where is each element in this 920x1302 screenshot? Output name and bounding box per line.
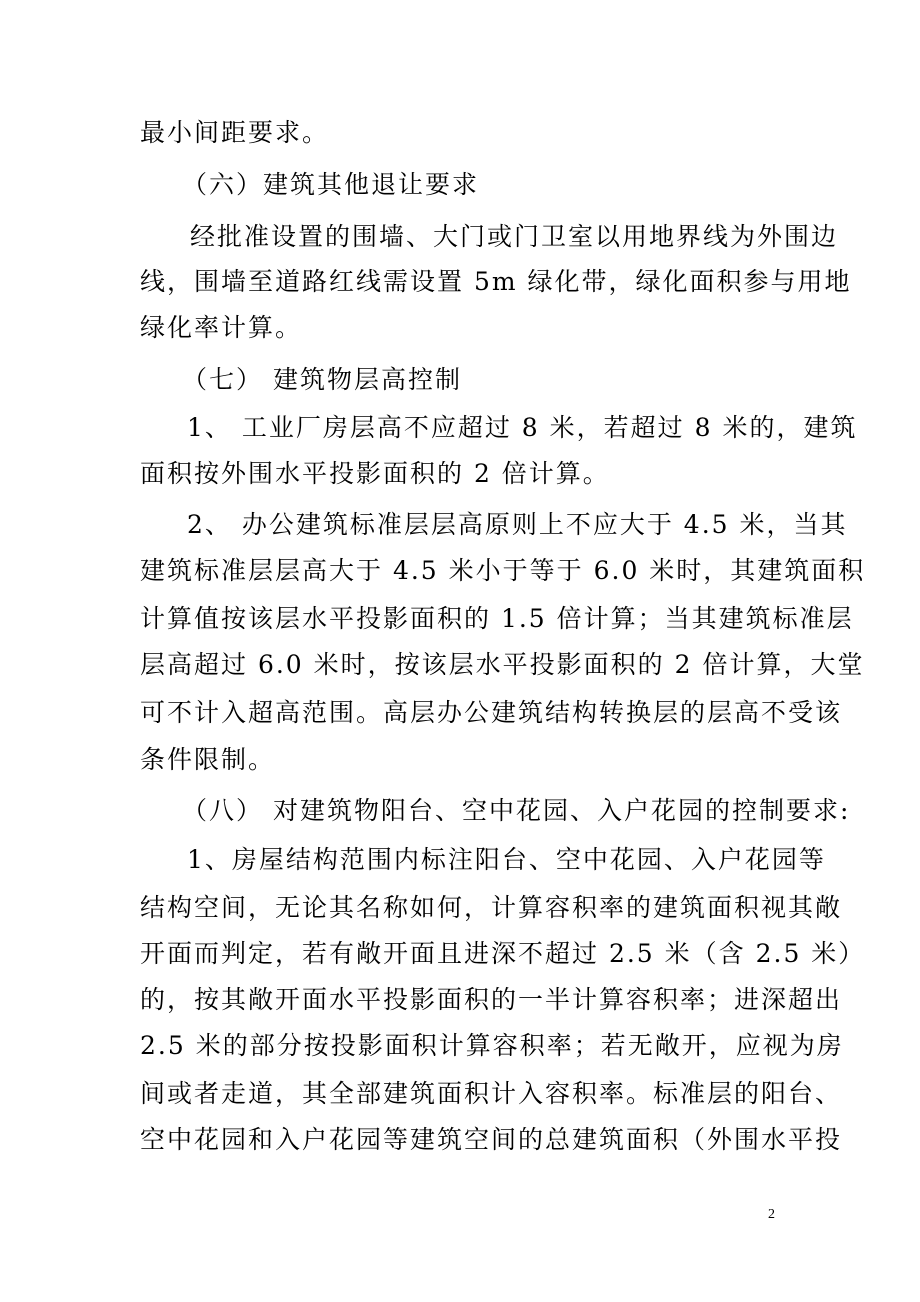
text-line: 1、 工业厂房层高不应超过 8 米，若超过 8 米的，建筑 [187, 413, 858, 442]
text-line: 层高超过 6.0 米时，按该层水平投影面积的 2 倍计算，大堂 [140, 650, 865, 679]
text-line: 间或者走道，其全部建筑面积计入容积率。标准层的阳台、 [140, 1079, 843, 1108]
text-line: 条件限制。 [140, 745, 276, 774]
text-line: 经批准设置的围墙、大门或门卫室以用地界线为外围边 [190, 222, 839, 251]
text-line: 可不计入超高范围。高层办公建筑结构转换层的层高不受该 [140, 698, 843, 727]
section-heading: （六）建筑其他退让要求 [182, 170, 480, 199]
text-line: 结构空间，无论其名称如何，计算容积率的建筑面积视其敞 [140, 893, 843, 922]
text-line: 空中花园和入户花园等建筑空间的总建筑面积（外围水平投 [140, 1125, 843, 1154]
text-line: 1、房屋结构范围内标注阳台、空中花园、入户花园等 [187, 845, 826, 874]
section-heading: （七） 建筑物层高控制 [182, 365, 462, 394]
section-heading: （八） 对建筑物阳台、空中花园、入户花园的控制要求: [182, 796, 851, 825]
text-line: 的，按其敞开面水平投影面积的一半计算容积率；进深超出 [140, 985, 843, 1014]
text-line: 建筑标准层层高大于 4.5 米小于等于 6.0 米时，其建筑面积 [140, 556, 866, 585]
text-line: 开面而判定，若有敞开面且进深不超过 2.5 米（含 2.5 米） [140, 939, 866, 968]
text-line: 线，围墙至道路红线需设置 5m 绿化带，绿化面积参与用地 [140, 267, 852, 296]
text-line: 2.5 米的部分按投影面积计算容积率；若无敞开，应视为房 [140, 1031, 844, 1060]
text-line: 计算值按该层水平投影面积的 1.5 倍计算；当其建筑标准层 [140, 604, 854, 633]
text-line: 绿化率计算。 [140, 313, 303, 342]
page-number: 2 [768, 1207, 775, 1222]
text-line: 最小间距要求。 [140, 118, 330, 147]
text-line: 面积按外围水平投影面积的 2 倍计算。 [140, 459, 610, 488]
text-line: 2、 办公建筑标准层层高原则上不应大于 4.5 米，当其 [187, 510, 848, 539]
